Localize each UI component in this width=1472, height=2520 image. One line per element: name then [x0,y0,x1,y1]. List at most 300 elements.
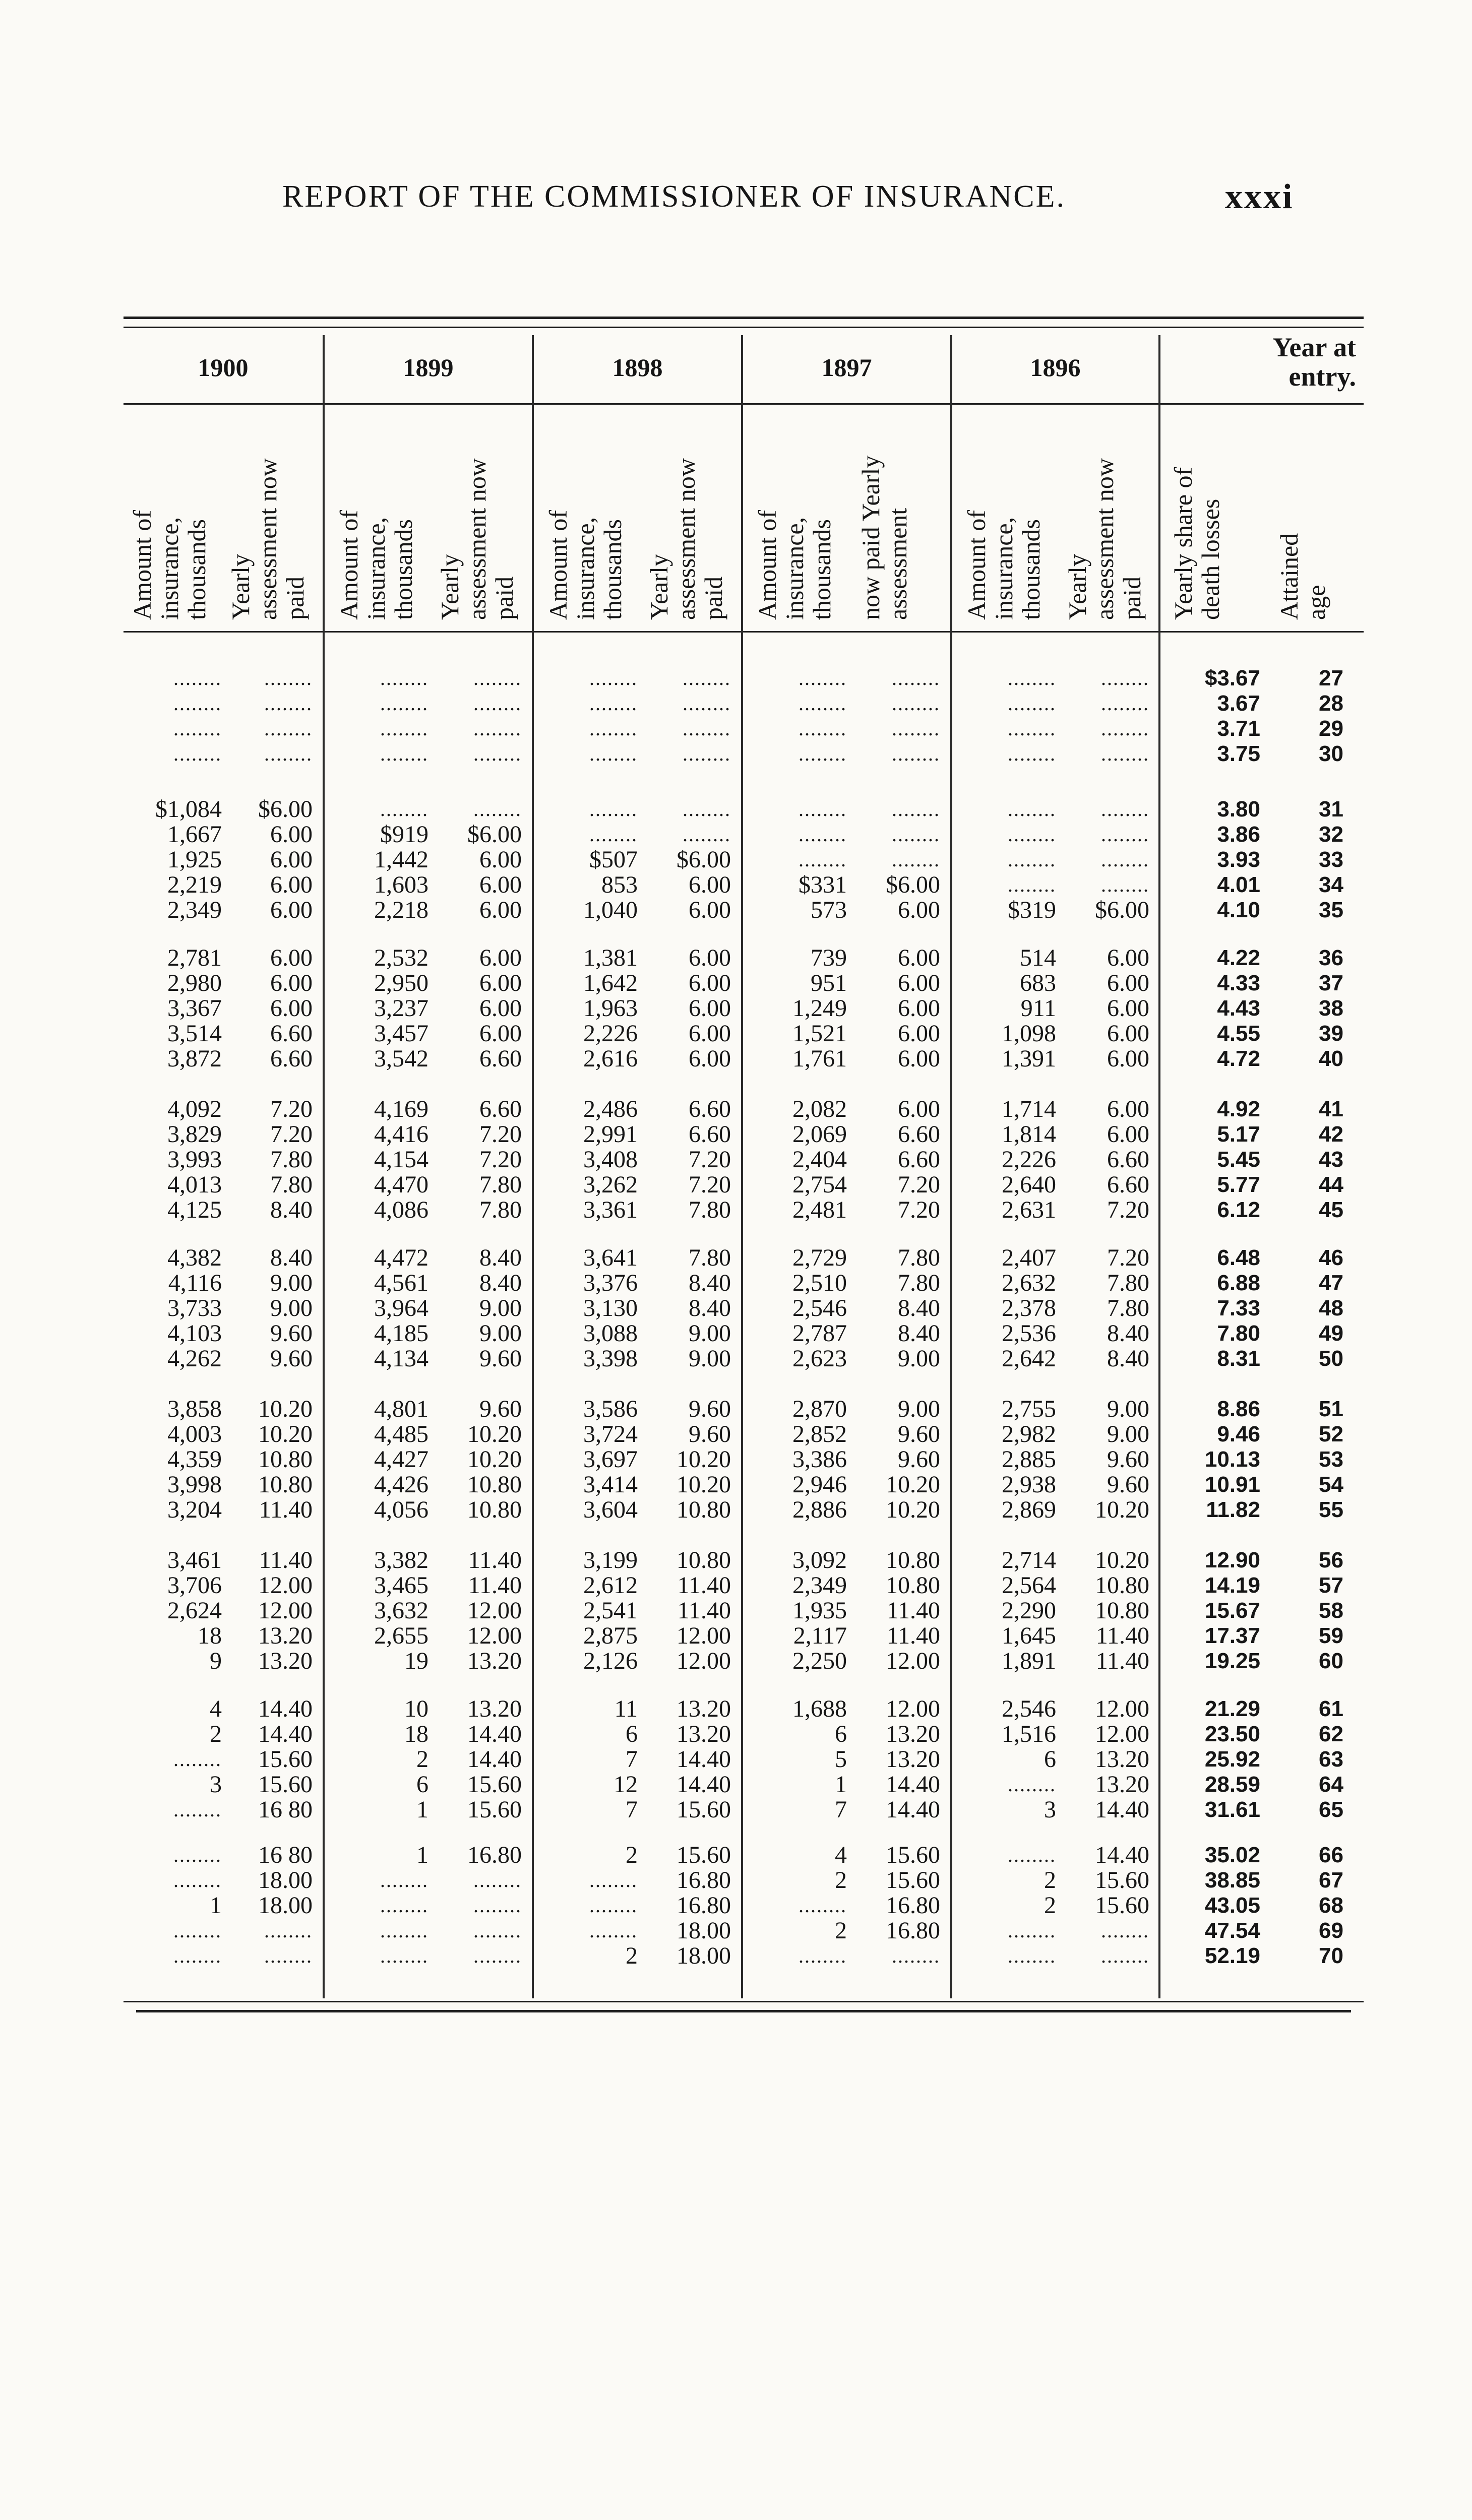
table-cell: 47.54 [1204,1918,1260,1943]
table-cell: 19 [404,1648,428,1674]
table-cell: 15.60 [886,1842,940,1868]
table-cell: 51 [1319,1397,1343,1421]
table-cell: ........ [380,1894,428,1917]
table-cell: ........ [473,667,522,689]
table-cell: 2 [835,1867,847,1894]
col-header-1896-assessment: Yearly assessment now paid [1063,458,1146,620]
table-cell: 6 [416,1771,428,1798]
table-cell: 14.40 [677,1771,731,1798]
table-cell: 16.80 [886,1917,940,1944]
table-cell: 2,536 [1002,1320,1056,1347]
table-cell: 6.60 [898,1146,940,1173]
table-cell: $6.00 [258,796,313,823]
table-cell: 14.40 [886,1796,940,1823]
table-cell: 11.40 [468,1572,522,1599]
table-cell: 7 [626,1746,638,1773]
table-cell: 7.20 [1107,1196,1149,1223]
table-cell: 12.00 [1095,1695,1149,1722]
table-cell: ........ [264,667,313,689]
table-cell: 15.60 [677,1796,731,1823]
table-cell: 38 [1319,996,1343,1021]
table-cell: 2,781 [167,944,222,971]
table-cell: ........ [473,1894,522,1917]
table-cell: 3,408 [583,1146,638,1173]
table-cell: 45 [1319,1198,1343,1222]
page-title: REPORT OF THE COMMISSIONER OF INSURANCE. [282,179,1066,214]
table-cell: 2,117 [793,1622,847,1649]
table-cell: ........ [799,1894,847,1917]
table-cell: 2,980 [167,970,222,996]
table-cell: 18.00 [677,1917,731,1944]
table-cell: 7.20 [270,1096,313,1122]
table-cell: 35.02 [1204,1843,1260,1867]
table-cell: 6.00 [689,871,731,898]
table-cell: 9.00 [270,1295,313,1321]
table-cell: 6.60 [898,1121,940,1148]
table-cell: 6.00 [898,970,940,996]
table-cell: 9.60 [689,1396,731,1422]
table-cell: 2,546 [1002,1695,1056,1722]
table-cell: 25.92 [1204,1747,1260,1772]
table-cell: 17.37 [1204,1623,1260,1648]
table-cell: 9.00 [689,1320,731,1347]
table-cell: 2 [835,1917,847,1944]
table-cell: 1 [835,1771,847,1798]
table-cell: 19.25 [1204,1649,1260,1673]
table-cell: 5 [835,1746,847,1773]
table-cell: ........ [799,742,847,765]
table-cell: ........ [892,717,940,740]
table-cell: 6.00 [689,944,731,971]
table-cell: 32 [1319,822,1343,847]
table-cell: 10.20 [886,1496,940,1523]
table-cell: 1,642 [583,970,638,996]
table-cell: 8.40 [479,1270,522,1296]
table-cell: ........ [1008,692,1056,715]
table-cell: 3,361 [583,1196,638,1223]
table-cell: 29 [1319,716,1343,741]
table-cell: 40 [1319,1046,1343,1071]
table-cell: 14.40 [1095,1796,1149,1823]
table-cell: 6.00 [898,944,940,971]
table-cell: 9.00 [1107,1396,1149,1422]
table-cell: 6.00 [270,871,313,898]
table-cell: 1,391 [1002,1045,1056,1072]
table-cell: 66 [1319,1843,1343,1867]
table-cell: ........ [892,1944,940,1967]
table-cell: 8.40 [270,1244,313,1271]
table-cell: 10.80 [258,1471,313,1498]
table-cell: 7.20 [479,1146,522,1173]
table-cell: 3,641 [583,1244,638,1271]
table-cell: 7.20 [898,1196,940,1223]
table-cell: 15.60 [1095,1892,1149,1919]
table-cell: ........ [683,692,731,715]
table-cell: 43.05 [1204,1893,1260,1918]
table-cell: ........ [380,667,428,689]
table-cell: 7.80 [479,1171,522,1198]
table-cell: 7.80 [479,1196,522,1223]
table-cell: ........ [380,717,428,740]
table-cell: 3,964 [374,1295,428,1321]
bottom-rule-outer [136,2010,1351,2012]
table-cell: 70 [1319,1943,1343,1968]
table-cell: 6.00 [479,995,522,1022]
table-cell: 13.20 [677,1721,731,1747]
table-cell: 28.59 [1204,1772,1260,1797]
table-cell: 10 [404,1695,428,1722]
table-cell: 10.20 [1095,1496,1149,1523]
table-cell: ........ [799,717,847,740]
table-cell: ........ [264,1944,313,1967]
table-cell: ........ [589,692,638,715]
table-cell: 3,461 [167,1547,222,1573]
table-cell: 6.00 [479,970,522,996]
table-cell: 6.00 [689,995,731,1022]
table-cell: 4.72 [1217,1046,1260,1071]
col-header-1899-assessment: Yearly assessment now paid [436,458,518,620]
table-cell: 2,886 [792,1496,847,1523]
table-cell: 18 [198,1622,222,1649]
table-cell: 33 [1319,847,1343,872]
table-cell: ........ [264,1919,313,1942]
table-cell: 16 80 [258,1796,313,1823]
table-cell: 8.40 [1107,1345,1149,1372]
year-header-1897: 1897 [821,353,872,382]
table-cell: 9.60 [689,1421,731,1447]
table-cell: 13.20 [467,1695,522,1722]
table-cell: 3 [1044,1796,1056,1823]
table-cell: 3,382 [374,1547,428,1573]
table-cell: 3,998 [167,1471,222,1498]
table-cell: 6.00 [1107,970,1149,996]
table-cell: 10.20 [467,1421,522,1447]
table-cell: 2,729 [792,1244,847,1271]
table-cell: 8.40 [270,1196,313,1223]
table-cell: 15.60 [1095,1867,1149,1894]
year-header-1899: 1899 [403,353,454,382]
table-cell: 4,185 [374,1320,428,1347]
table-cell: 31 [1319,797,1343,822]
table-cell: 11.40 [1095,1648,1149,1674]
table-cell: 4,382 [167,1244,222,1271]
table-cell: 10.91 [1204,1472,1260,1497]
table-cell: 12.90 [1204,1548,1260,1572]
col-header-1900-assessment: Yearly assessment now paid [226,458,309,620]
table-cell: 13.20 [467,1648,522,1674]
table-cell: ........ [683,798,731,821]
table-cell: 16.80 [677,1867,731,1894]
table-cell: 58 [1319,1598,1343,1623]
table-cell: 2,250 [792,1648,847,1674]
table-cell: 2,612 [583,1572,638,1599]
table-cell: ........ [1101,1944,1149,1967]
table-cell: 11 [614,1695,638,1722]
table-cell: 1,963 [583,995,638,1022]
table-cell: 2,754 [792,1171,847,1198]
table-cell: ........ [589,1894,638,1917]
table-cell: ........ [1008,798,1056,821]
table-cell: 2,510 [792,1270,847,1296]
table-cell: ........ [1008,1844,1056,1866]
table-cell: 3,632 [374,1597,428,1624]
table-cell: 6.00 [479,1020,522,1047]
table-cell: 1,381 [583,944,638,971]
table-cell: 2,869 [1002,1496,1056,1523]
table-cell: $331 [799,871,847,898]
table-cell: 6.48 [1217,1245,1260,1270]
table-cell: 4,169 [374,1096,428,1122]
table-cell: 16.80 [467,1842,522,1868]
table-cell: 7 [626,1796,638,1823]
table-cell: 13.20 [1095,1771,1149,1798]
table-cell: 3.80 [1217,797,1260,822]
table-cell: 853 [601,871,638,898]
table-cell: 5.45 [1217,1147,1260,1172]
table-cell: 8.40 [898,1320,940,1347]
table-cell: 3,457 [374,1020,428,1047]
table-cell: 18.00 [258,1867,313,1894]
table-cell: 10.80 [886,1572,940,1599]
separator-1900-1899 [323,335,325,1998]
table-cell: 2,885 [1002,1446,1056,1473]
table-cell: ........ [799,667,847,689]
table-cell: 2,349 [167,897,222,923]
table-cell: 3,993 [167,1146,222,1173]
table-cell: ........ [264,717,313,740]
table-cell: 10.80 [886,1547,940,1573]
table-cell: 10.20 [886,1471,940,1498]
table-cell: ........ [1101,742,1149,765]
table-cell: 1,040 [583,897,638,923]
table-cell: 10.20 [677,1471,731,1498]
table-cell: ........ [264,742,313,765]
table-cell: 2,541 [583,1597,638,1624]
table-cell: 573 [811,897,847,923]
table-cell: 6.00 [1107,1045,1149,1072]
table-cell: 11.40 [468,1547,522,1573]
table-cell: 6.00 [1107,1096,1149,1122]
table-cell: ........ [589,717,638,740]
table-cell: 12.00 [886,1648,940,1674]
year-header-1896: 1896 [1030,353,1081,382]
table-cell: ........ [473,1919,522,1942]
table-cell: 6.00 [689,970,731,996]
table-cell: 63 [1319,1747,1343,1772]
table-cell: 6.60 [1107,1171,1149,1198]
table-cell: 9.60 [270,1345,313,1372]
table-cell: 9 [210,1648,222,1674]
table-cell: $6.00 [677,846,731,873]
table-cell: 6.00 [479,846,522,873]
table-cell: 6 [626,1721,638,1747]
table-cell: 10.20 [1095,1547,1149,1573]
table-cell: 6.00 [689,1045,731,1072]
table-cell: 11.40 [677,1572,731,1599]
table-cell: 3,199 [583,1547,638,1573]
table-cell: 64 [1319,1772,1343,1797]
table-cell: $507 [589,846,638,873]
table-cell: 69 [1319,1918,1343,1943]
table-cell: 3,414 [583,1471,638,1498]
table-cell: ........ [380,1869,428,1892]
table-cell: 15.60 [467,1796,522,1823]
table-cell: 5.77 [1217,1172,1260,1197]
table-cell: 6 [1044,1746,1056,1773]
table-cell: 3,586 [583,1396,638,1422]
table-cell: 3,465 [374,1572,428,1599]
table-cell: 15.60 [258,1771,313,1798]
table-cell: 6.00 [1107,944,1149,971]
table-cell: 4,103 [167,1320,222,1347]
table-cell: 59 [1319,1623,1343,1648]
table-cell: 6.00 [1107,995,1149,1022]
table-cell: 3,724 [583,1421,638,1447]
table-cell: 9.60 [479,1396,522,1422]
table-cell: 9.60 [898,1421,940,1447]
table-cell: 15.60 [677,1842,731,1868]
table-cell: $6.00 [467,821,522,848]
table-cell: ........ [173,667,222,689]
table-cell: 6.00 [270,897,313,923]
table-cell: 15.67 [1204,1598,1260,1623]
table-cell: 4.10 [1217,898,1260,922]
separator-1899-1898 [532,335,534,1998]
table-cell: ........ [589,1919,638,1942]
table-cell: 3.86 [1217,822,1260,847]
table-cell: ........ [473,798,522,821]
table-cell: 7.20 [479,1121,522,1148]
top-rule [124,317,1364,319]
table-cell: 2,218 [374,897,428,923]
table-cell: 2,404 [792,1146,847,1173]
table-cell: 1,603 [374,871,428,898]
table-cell: 4,013 [167,1171,222,1198]
table-cell: 15.60 [467,1771,522,1798]
separator-1896-entry [1158,335,1160,1998]
separator-1898-1897 [741,335,743,1998]
table-cell: 53 [1319,1447,1343,1472]
table-cell: 2,226 [1002,1146,1056,1173]
year-at-entry-header: Year at entry. [1272,332,1356,392]
table-cell: ........ [892,848,940,871]
table-cell: ........ [799,848,847,871]
table-cell: 2,982 [1002,1421,1056,1447]
table-cell: 2,219 [167,871,222,898]
table-cell: 10.80 [467,1471,522,1498]
table-cell: 2,938 [1002,1471,1056,1498]
table-cell: 9.00 [898,1345,940,1372]
table-cell: 15.60 [258,1746,313,1773]
table-cell: 7.80 [898,1244,940,1271]
table-cell: 6.00 [270,995,313,1022]
table-cell: 2,632 [1002,1270,1056,1296]
year-header-1898: 1898 [612,353,663,382]
table-cell: 6.60 [479,1045,522,1072]
table-cell: 30 [1319,741,1343,766]
table-cell: ........ [380,692,428,715]
table-cell: 4 [835,1842,847,1868]
table-cell: 1,442 [374,846,428,873]
table-cell: 10.80 [677,1496,731,1523]
table-cell: ........ [589,1869,638,1892]
table-cell: ........ [173,1944,222,1967]
page-number: xxxi [1225,177,1294,216]
table-cell: 3,386 [792,1446,847,1473]
table-cell: ........ [1008,1773,1056,1796]
table-cell: 7.80 [1217,1321,1260,1346]
table-cell: ........ [380,1919,428,1942]
table-cell: 4,125 [167,1196,222,1223]
table-cell: ........ [1008,742,1056,765]
table-cell: $1,084 [155,796,222,823]
table-cell: $919 [380,821,428,848]
table-cell: 9.00 [270,1270,313,1296]
table-cell: 52 [1319,1422,1343,1446]
table-cell: 6.00 [898,995,940,1022]
table-cell: ........ [173,1748,222,1771]
table-cell: 3,237 [374,995,428,1022]
table-cell: 12.00 [258,1597,313,1624]
col-header-1898-assessment: Yearly assessment now paid [645,458,727,620]
col-header-1899-amount: Amount of insurance, thousands [335,510,417,620]
table-cell: 1 [210,1892,222,1919]
table-cell: 7.80 [270,1171,313,1198]
table-cell: 3,376 [583,1270,638,1296]
table-cell: 4,262 [167,1345,222,1372]
table-cell: 6.00 [898,1096,940,1122]
table-cell: 43 [1319,1147,1343,1172]
table-cell: ........ [173,717,222,740]
table-cell: 5.17 [1217,1122,1260,1147]
table-cell: 6.00 [270,970,313,996]
top-rule-inner [124,327,1364,328]
table-cell: ........ [1101,692,1149,715]
table-cell: 8.40 [1107,1320,1149,1347]
table-cell: ........ [1101,1919,1149,1942]
table-cell: 4,092 [167,1096,222,1122]
table-cell: 6 [835,1721,847,1747]
table-cell: 14.40 [258,1721,313,1747]
table-cell: 11.40 [886,1622,940,1649]
table-cell: 14.40 [258,1695,313,1722]
table-cell: 4,154 [374,1146,428,1173]
col-header-attained-age: Attained age [1275,533,1330,620]
table-cell: 9.60 [270,1320,313,1347]
table-cell: 1,761 [792,1045,847,1072]
table-cell: 11.40 [677,1597,731,1624]
table-cell: ........ [799,1944,847,1967]
table-cell: 68 [1319,1893,1343,1918]
table-cell: ........ [473,1869,522,1892]
table-cell: ........ [380,1944,428,1967]
table-cell: 12.00 [886,1695,940,1722]
table-cell: ........ [473,742,522,765]
table-cell: 6.60 [270,1045,313,1072]
table-cell: 41 [1319,1097,1343,1121]
table-cell: 52.19 [1204,1943,1260,1968]
table-cell: 4.33 [1217,971,1260,995]
table-cell: 10.20 [467,1446,522,1473]
table-cell: 60 [1319,1649,1343,1673]
table-cell: 1,814 [1002,1121,1056,1148]
table-cell: 7.80 [1107,1270,1149,1296]
table-cell: 2,623 [792,1345,847,1372]
table-cell: 2,870 [792,1396,847,1422]
table-cell: 2,946 [792,1471,847,1498]
col-header-1898-amount: Amount of insurance, thousands [544,510,627,620]
table-cell: 3 [210,1771,222,1798]
